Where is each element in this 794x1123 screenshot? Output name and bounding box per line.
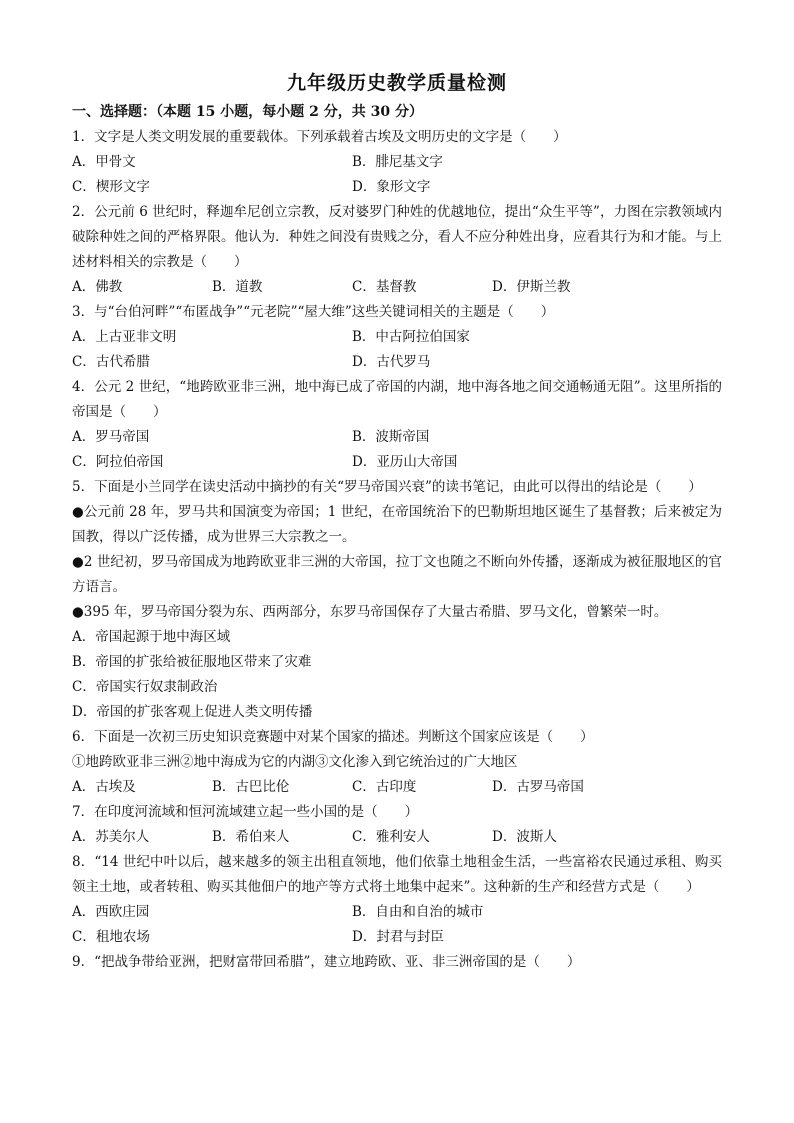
option-b: B．腓尼基文字 — [352, 154, 443, 170]
option-d: D．古代罗马 — [352, 354, 431, 370]
option-c: C．帝国实行奴隶制政治 — [72, 679, 218, 695]
option-a: A．甲骨文 — [72, 154, 136, 170]
option-d: D．波斯人 — [492, 829, 557, 845]
option-b: B．自由和自治的城市 — [352, 904, 484, 920]
option-b: B．中古阿拉伯国家 — [352, 329, 470, 345]
question-7-options — [72, 825, 722, 850]
exam-page — [72, 66, 722, 975]
question-8-stem: 8．“14 世纪中叶以后，越来越多的领主出租直领地，他们依靠土地租金生活，一些富裕农民通过承租、购买领主土地，或者转租、购买其他佃户的地产等方式将土地集中起来”。这种新的生产和经营方式是（ ） — [72, 854, 722, 895]
option-a: A．帝国起源于地中海区域 — [72, 629, 231, 645]
question-4-options-row1 — [72, 425, 722, 450]
question-7-stem: 7．在印度河流域和恒河流域建立起一些小国的是（ ） — [72, 804, 419, 820]
question-3-stem: 3．与“台伯河畔”“布匿战争”“元老院”“屋大维”这些关键词相关的主题是（ ） — [72, 304, 555, 320]
question-8-options-row2 — [72, 925, 722, 950]
question-1-options-row2 — [72, 175, 722, 200]
option-a: A．苏美尔人 — [72, 829, 150, 845]
option-c: C．雅利安人 — [352, 829, 430, 845]
option-c: C．古代希腊 — [72, 354, 150, 370]
option-a: A．罗马帝国 — [72, 429, 150, 445]
option-d: D．伊斯兰教 — [492, 279, 571, 295]
option-c: C．阿拉伯帝国 — [72, 454, 164, 470]
question-9-stem: 9．“把战争带给亚洲，把财富带回希腊”，建立地跨欧、亚、非三洲帝国的是（ ） — [72, 954, 581, 970]
option-b: B．希伯来人 — [212, 829, 290, 845]
option-d: D．封君与封臣 — [352, 929, 444, 945]
page-title: 九年级历史教学质量检测 — [286, 72, 507, 94]
question-8-options-row1 — [72, 900, 722, 925]
question-3-options-row2 — [72, 350, 722, 375]
note-bullet-2: ●2 世纪初，罗马帝国成为地跨欧亚非三洲的大帝国，拉丁文也随之不断向外传播，逐渐成为被征服地区的官方语言。 — [72, 554, 722, 595]
question-6-options — [72, 775, 722, 800]
question-4-stem: 4．公元 2 世纪，“地跨欧亚非三洲，地中海已成了帝国的内湖，地中海各地之间交通畅通无阻”。这里所指的帝国是（ ） — [72, 379, 722, 420]
option-d: D．亚历山大帝国 — [352, 454, 458, 470]
question-6-stem: 6．下面是一次初三历史知识竞赛题中对某个国家的描述。判断这个国家应该是（ ） — [72, 729, 594, 745]
option-b: B．帝国的扩张给被征服地区带来了灾难 — [72, 654, 312, 670]
option-a: A．西欧庄园 — [72, 904, 150, 920]
question-5-stem: 5．下面是小兰同学在读史活动中摘抄的有关“罗马帝国兴衰”的读书笔记，由此可以得出的结论是（ ） — [72, 479, 702, 495]
question-1-options-row1 — [72, 150, 722, 175]
option-c: C．基督教 — [352, 279, 417, 295]
option-c: C．楔形文字 — [72, 179, 150, 195]
option-d: D．古罗马帝国 — [492, 779, 584, 795]
note-bullet-1: ●公元前 28 年，罗马共和国演变为帝国；1 世纪，在帝国统治下的巴勒斯坦地区诞生了基督教；后来被定为国教，得以广泛传播，成为世界三大宗教之一。 — [72, 504, 722, 545]
option-a: A．古埃及 — [72, 779, 136, 795]
question-6-description: ①地跨欧亚非三洲②地中海成为它的内湖③文化渗入到它统治过的广大地区 — [72, 754, 518, 770]
question-3-options-row1 — [72, 325, 722, 350]
option-c: C．古印度 — [352, 779, 417, 795]
question-2-stem: 2．公元前 6 世纪时，释迦牟尼创立宗教，反对婆罗门种姓的优越地位，提出“众生平等”，力图在宗教领域内破除种姓之间的严格界限。他认为．种姓之间没有贵贱之分，看人不应分种姓出身，应看其行为和才能。与上述材料相关的宗教是（ ） — [72, 204, 722, 270]
option-d: D．帝国的扩张客观上促进人类文明传播 — [72, 704, 313, 720]
option-d: D．象形文字 — [352, 179, 431, 195]
question-1-stem: 1．文字是人类文明发展的重要载体。下列承载着古埃及文明历史的文字是（ ） — [72, 129, 567, 145]
option-c: C．租地农场 — [72, 929, 150, 945]
question-2-options — [72, 275, 722, 300]
note-bullet-3: ●395 年，罗马帝国分裂为东、西两部分，东罗马帝国保存了大量古希腊、罗马文化，曾繁荣一时。 — [72, 604, 668, 620]
option-b: B．道教 — [212, 279, 263, 295]
option-b: B．波斯帝国 — [352, 429, 430, 445]
question-4-options-row2 — [72, 450, 722, 475]
section-heading: 一、选择题：（本题 15 小题，每小题 2 分，共 30 分） — [72, 104, 423, 120]
option-a: A．佛教 — [72, 279, 123, 295]
option-a: A．上古亚非文明 — [72, 329, 177, 345]
option-b: B．古巴比伦 — [212, 779, 290, 795]
